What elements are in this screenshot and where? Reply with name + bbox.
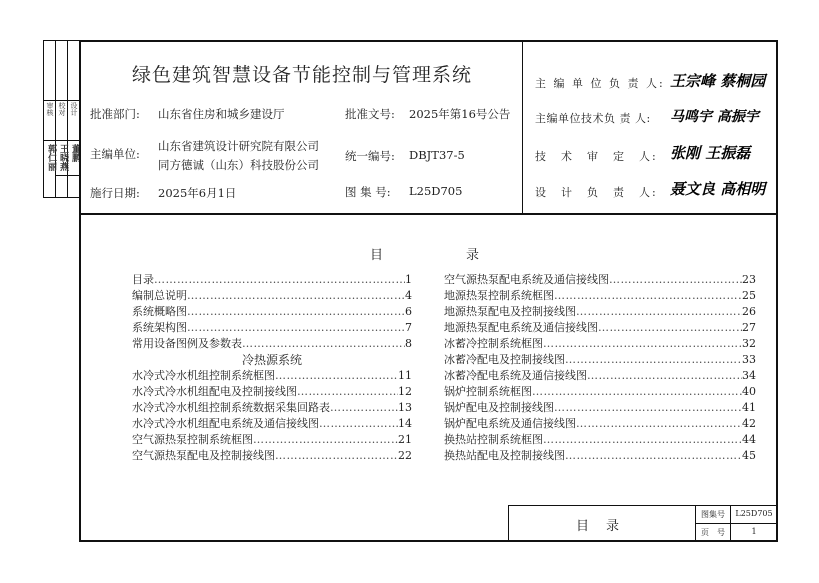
toc-leader [609,272,742,288]
toc-leader [554,400,742,416]
toc-left-column [132,272,412,464]
toc-entry-title: 水冷式冷水机组配电系统及通信接线图 [132,417,319,430]
toc-entry[interactable] [444,400,756,416]
toc-leader [297,384,398,400]
toc-entry[interactable] [132,272,412,288]
approval-doc-label: 批准文号: [345,107,395,121]
toc-entry[interactable] [132,336,412,352]
toc-entry-title: 水冷式冷水机组控制系统框图 [132,369,275,382]
toc-leader [554,288,742,304]
role-label-tech-lead: 主编单位技术负 责 人: [535,112,651,125]
toc-entry-title: 换热站配电及控制接线图 [444,449,565,462]
toc-leader [275,368,398,384]
signature-tech-lead: 马鸣宇 高振宇 [670,109,759,125]
signature-tech-review: 张刚 王振磊 [670,144,751,162]
toc-entry[interactable] [444,384,756,400]
toc-entry[interactable] [132,368,412,384]
toc-entry[interactable] [132,384,412,400]
toc-entry-page: 22 [398,449,412,462]
toc-section-heading: 冷热源系统 [241,353,302,367]
toc-leader [532,384,742,400]
side-approval-strip [43,40,79,197]
toc-entry-page: 41 [742,401,756,414]
toc-entry[interactable] [132,400,412,416]
toc-entry-title: 冰蓄冷配电及控制接线图 [444,353,565,366]
editor-unit-label: 主编单位: [90,147,140,161]
toc-entry-page: 33 [742,353,756,366]
toc-entry-page: 11 [398,369,412,382]
toc-entry-page: 8 [405,337,412,350]
toc-entry[interactable] [444,288,756,304]
toc-entry-page: 34 [742,369,756,382]
footer-atlas-value: L25D705 [735,509,773,518]
signature-chief-editor: 王宗峰 蔡桐园 [670,72,766,90]
impl-date-value: 2025年6月1日 [158,186,237,200]
toc-entry-page: 7 [405,321,412,334]
toc-entry[interactable] [132,448,412,464]
toc-leader [543,432,742,448]
toc-entry[interactable] [444,336,756,352]
toc-entry-title: 系统概略图 [132,305,187,318]
toc-entry-title: 空气源热泵配电系统及通信接线图 [444,273,609,286]
footer-left-line [508,505,509,542]
role-label-design-lead: 设 计 负 责 人: [535,186,658,199]
toc-entry[interactable] [444,448,756,464]
toc-entry[interactable] [132,320,412,336]
header-bottom-divider [79,213,778,215]
toc-leader [576,304,742,320]
side-signature-proof: 王晓燕 [58,144,68,171]
toc-leader [587,368,742,384]
toc-entry-page: 1 [405,273,412,286]
toc-entry[interactable] [444,432,756,448]
approval-doc-value: 2025年第16号公告 [409,107,511,121]
toc-entry-title: 空气源热泵控制系统框图 [132,433,253,446]
toc-entry[interactable] [132,416,412,432]
toc-entry-page: 25 [742,289,756,302]
footer-top-line [508,505,778,506]
toc-entry[interactable] [444,368,756,384]
side-label-review: 审核 [46,102,54,116]
toc-entry-title: 换热站控制系统框图 [444,433,543,446]
editor-unit-line1: 山东省建筑设计研究院有限公司 [158,139,319,153]
toc-entry-title: 空气源热泵配电及控制接线图 [132,449,275,462]
toc-leader [187,320,405,336]
toc-entry-title: 锅炉配电及控制接线图 [444,401,554,414]
side-signature-design: 董鹏 [70,144,80,162]
toc-entry-title: 水冷式冷水机组控制系统数据采集回路表 [132,401,330,414]
toc-entry-page: 14 [398,417,412,430]
toc-entry[interactable] [132,304,412,320]
toc-entry[interactable] [444,320,756,336]
toc-leader [576,416,742,432]
toc-entry-title: 地源热泵控制系统框图 [444,289,554,302]
toc-entry-page: 40 [742,385,756,398]
toc-entry-title: 锅炉配电系统及通信接线图 [444,417,576,430]
toc-right-column [444,272,756,464]
toc-entry-title: 系统架构图 [132,321,187,334]
footer-title: 目 录 [576,519,622,534]
approval-dept-value: 山东省住房和城乡建设厅 [158,107,285,121]
side-label-proof: 校对 [58,102,66,116]
footer-page-value: 1 [751,527,757,536]
toc-heading-left: 目 [370,248,384,263]
toc-leader [275,448,398,464]
toc-heading-right: 录 [466,248,480,263]
toc-entry-title: 冰蓄冷控制系统框图 [444,337,543,350]
signature-design-lead: 聂文良 高相明 [670,180,766,198]
toc-entry[interactable] [444,352,756,368]
toc-entry-page: 26 [742,305,756,318]
toc-entry-page: 13 [398,401,412,414]
toc-leader [253,432,398,448]
toc-leader [565,448,742,464]
toc-leader [187,304,405,320]
unified-no-label: 统一编号: [345,149,395,163]
atlas-no-label: 图 集 号: [345,185,391,199]
header-vertical-divider [522,40,523,213]
toc-entry-title: 冰蓄冷配电系统及通信接线图 [444,369,587,382]
editor-unit-line2: 同方德诚（山东）科技股份公司 [158,158,319,172]
toc-entry-title: 地源热泵配电及控制接线图 [444,305,576,318]
footer-page-label: 页 号 [701,528,725,537]
impl-date-label: 施行日期: [90,186,140,200]
toc-entry-title: 常用设备图例及参数表 [132,337,242,350]
role-label-chief-editor: 主 编 单 位 负 责 人: [535,77,665,90]
toc-leader [319,416,398,432]
toc-leader [154,272,405,288]
toc-leader [187,288,405,304]
toc-entry-page: 6 [405,305,412,318]
toc-leader [543,336,742,352]
toc-entry-page: 21 [398,433,412,446]
toc-leader [242,336,405,352]
toc-entry-page: 32 [742,337,756,350]
toc-entry-page: 42 [742,417,756,430]
toc-entry[interactable] [444,304,756,320]
toc-entry-page: 45 [742,449,756,462]
toc-entry-title: 目录 [132,273,154,286]
toc-leader [330,400,398,416]
toc-entry-title: 地源热泵配电系统及通信接线图 [444,321,598,334]
footer-row-line [695,523,778,524]
page-title: 绿色建筑智慧设备节能控制与管理系统 [132,64,473,86]
toc-leader [598,320,742,336]
atlas-no-value: L25D705 [409,184,463,198]
unified-no-value: DBJT37-5 [409,148,465,162]
toc-entry[interactable] [132,432,412,448]
toc-entry-title: 编制总说明 [132,289,187,302]
approval-dept-label: 批准部门: [90,107,140,121]
toc-entry-page: 27 [742,321,756,334]
toc-entry-page: 44 [742,433,756,446]
toc-entry-page: 23 [742,273,756,286]
footer-atlas-label: 图集号 [701,510,725,519]
toc-entry[interactable] [444,416,756,432]
side-label-design: 设计 [70,102,78,116]
role-label-tech-review: 技 术 审 定 人: [535,150,658,163]
toc-entry[interactable] [444,272,756,288]
toc-entry-page: 12 [398,385,412,398]
toc-entry-title: 水冷式冷水机组配电及控制接线图 [132,385,297,398]
side-signature-review: 郭仁丽 [46,144,56,171]
toc-entry-page: 4 [405,289,412,302]
toc-entry-title: 锅炉控制系统框图 [444,385,532,398]
toc-leader [565,352,742,368]
toc-entry[interactable] [132,288,412,304]
